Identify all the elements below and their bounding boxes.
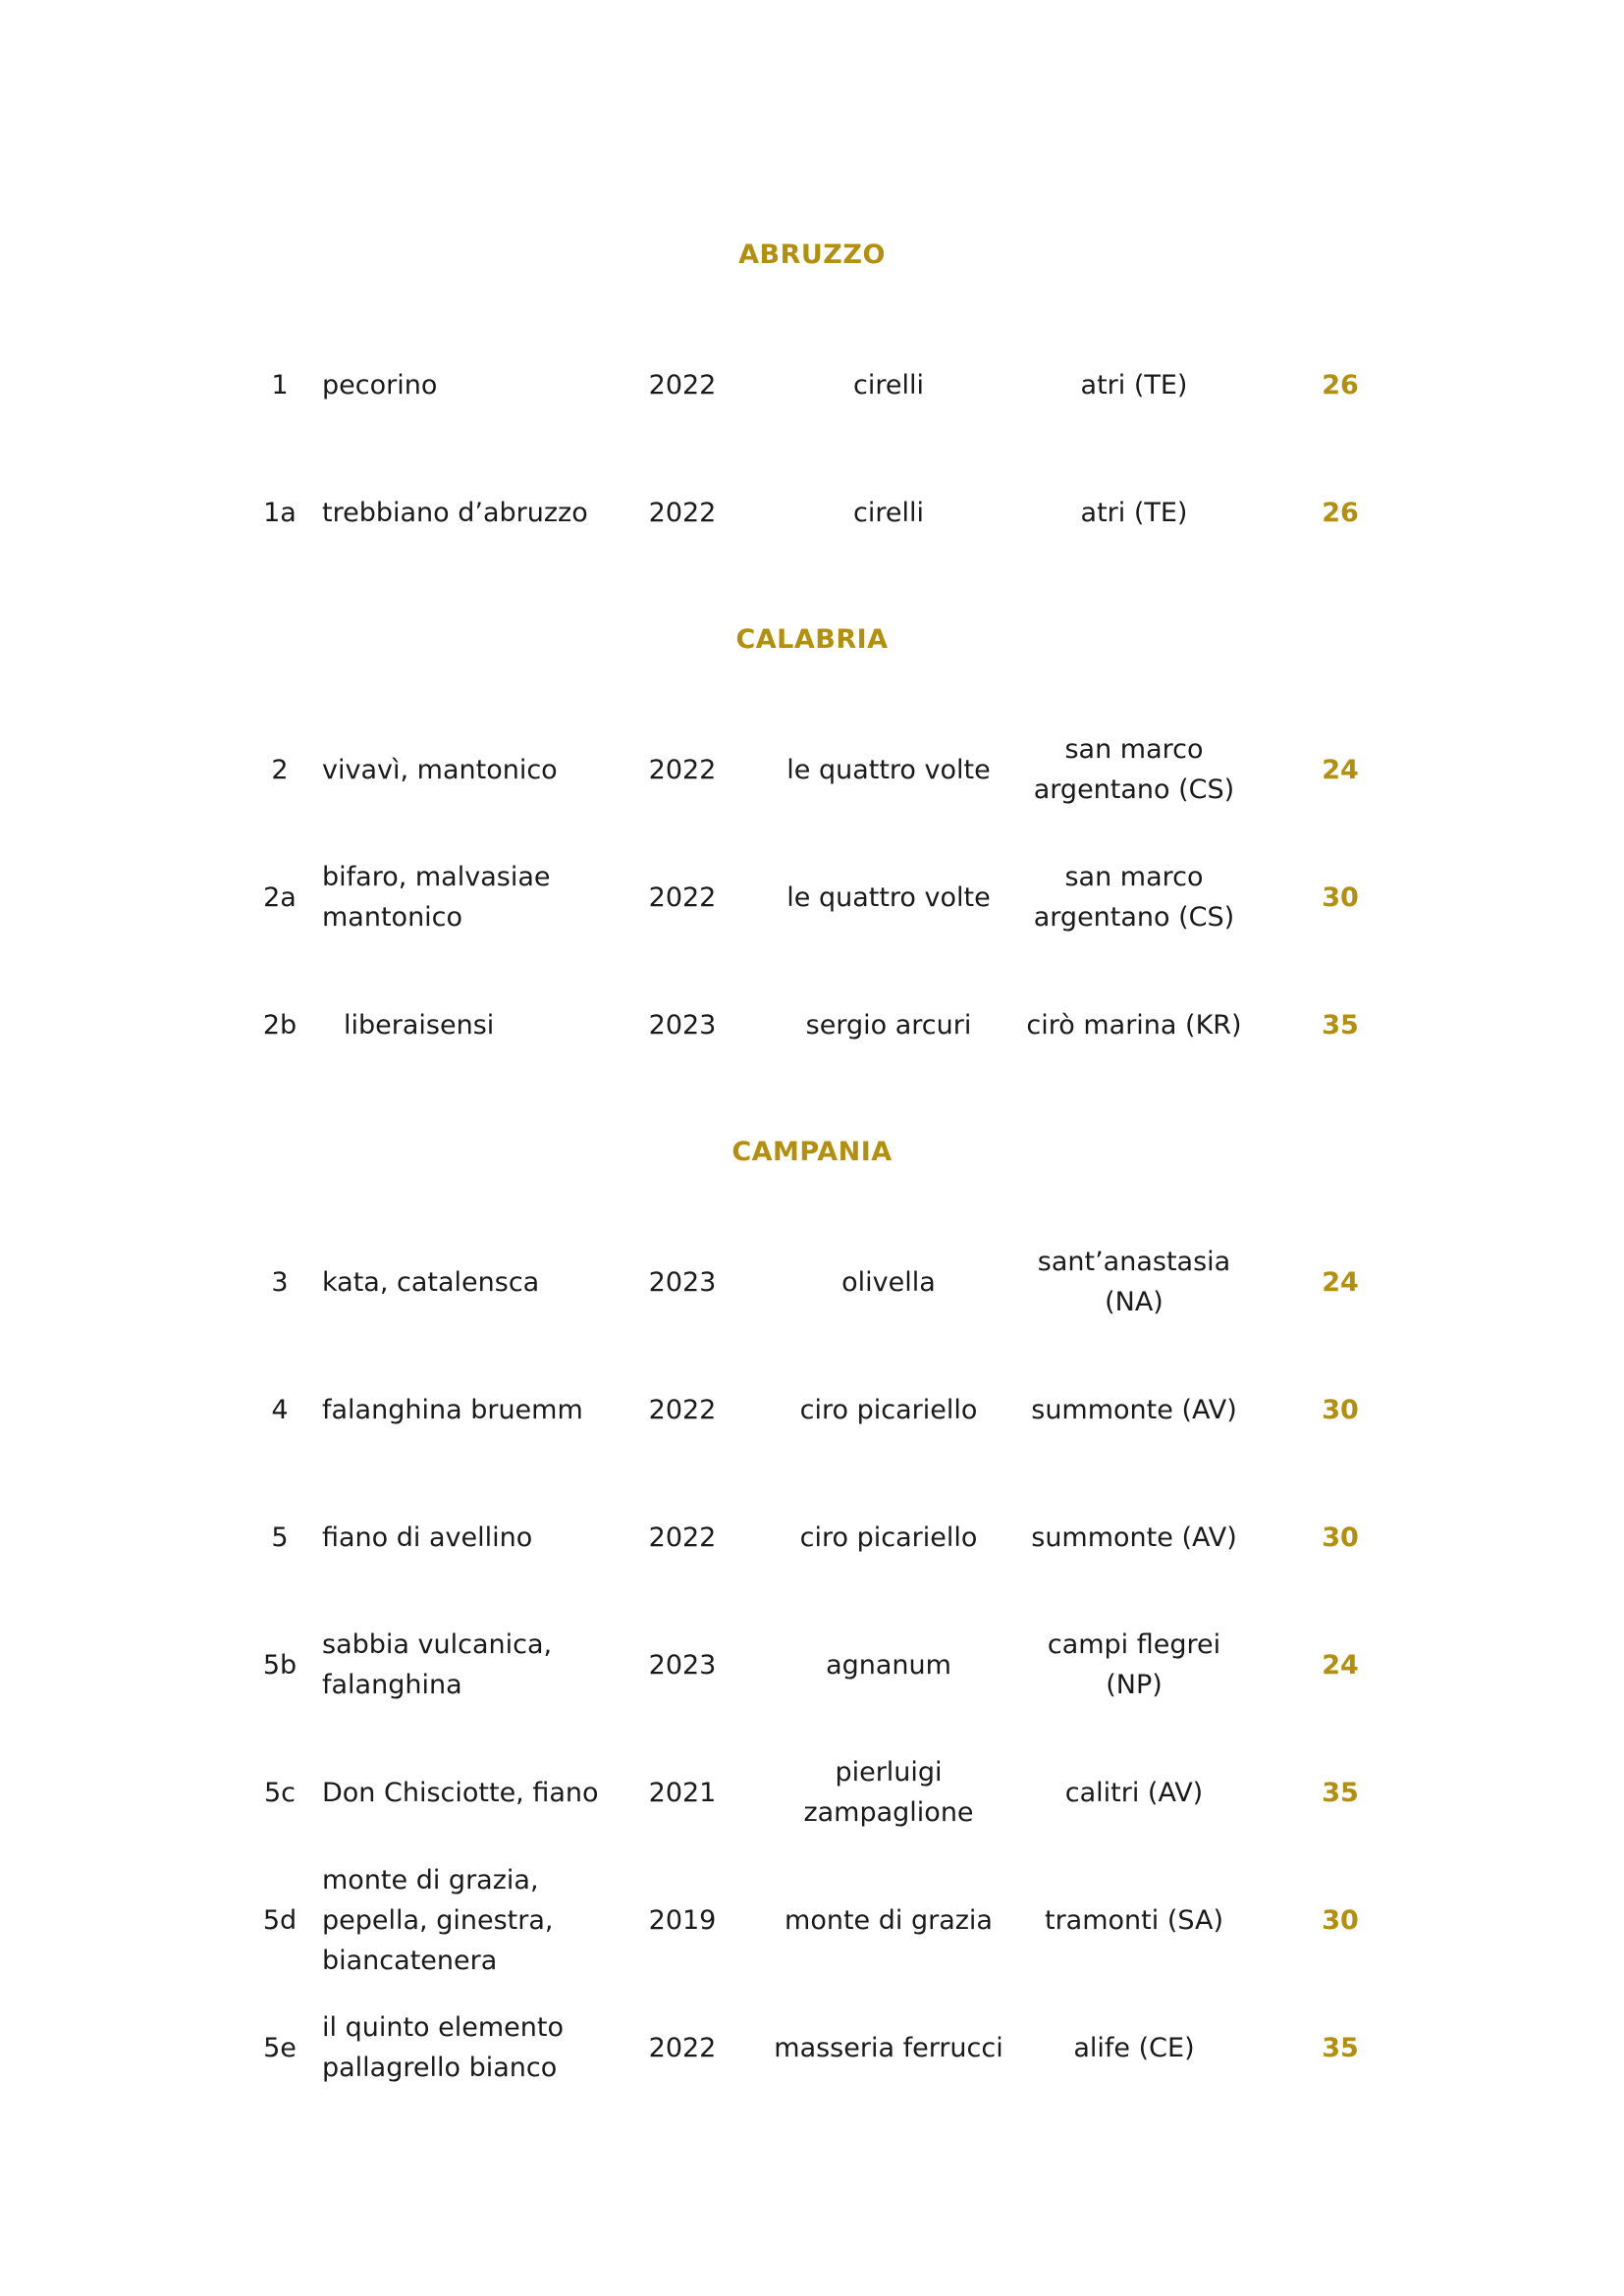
wine-number: 2a bbox=[263, 881, 297, 913]
wine-vintage: 2022 bbox=[648, 497, 717, 528]
wine-number: 1a bbox=[263, 497, 297, 528]
wine-producer: le quattro volte bbox=[786, 881, 991, 913]
wine-number: 4 bbox=[271, 1394, 289, 1425]
wine-producer: monte di grazia bbox=[785, 1904, 993, 1936]
wine-number: 1 bbox=[271, 369, 289, 400]
wine-producer: olivella bbox=[841, 1266, 936, 1298]
wine-producer: le quattro volte bbox=[786, 754, 991, 785]
wine-name: il quinto elemento pallagrello bianco bbox=[322, 2012, 564, 2083]
wine-number: 5c bbox=[263, 1777, 297, 1808]
wine-price: 24 bbox=[1322, 754, 1359, 785]
wine-location: atri (TE) bbox=[1080, 497, 1188, 528]
wine-vintage: 2022 bbox=[648, 1394, 717, 1425]
wine-producer: pierluigi zampaglione bbox=[803, 1757, 974, 1828]
wine-location: alife (CE) bbox=[1073, 2032, 1195, 2063]
wine-location: cirò marina (KR) bbox=[1026, 1009, 1242, 1041]
wine-price: 30 bbox=[1322, 1394, 1359, 1425]
wine-number: 5d bbox=[262, 1904, 298, 1936]
wine-location: sant’anastasia (NA) bbox=[1037, 1247, 1231, 1317]
wine-number: 5 bbox=[271, 1522, 289, 1553]
wine-number: 3 bbox=[271, 1266, 289, 1298]
wine-price: 30 bbox=[1322, 1904, 1359, 1936]
section-heading-calabria: CALABRIA bbox=[735, 624, 889, 655]
wine-producer: ciro picariello bbox=[799, 1522, 978, 1553]
wine-name: pecorino bbox=[322, 369, 438, 400]
wine-name: monte di grazia, pepella, ginestra, biancatenera bbox=[322, 1864, 554, 1976]
wine-location: tramonti (SA) bbox=[1044, 1904, 1223, 1936]
wine-location: san marco argentano (CS) bbox=[1033, 862, 1235, 933]
wine-number: 2b bbox=[262, 1009, 298, 1041]
wine-location: summonte (AV) bbox=[1031, 1394, 1237, 1425]
wine-location: san marco argentano (CS) bbox=[1033, 734, 1235, 805]
wine-location: campi flegrei (NP) bbox=[1047, 1629, 1221, 1700]
wine-producer: sergio arcuri bbox=[805, 1009, 972, 1041]
wine-name: fiano di avellino bbox=[322, 1522, 533, 1553]
wine-price: 30 bbox=[1322, 1522, 1359, 1553]
wine-vintage: 2022 bbox=[648, 2032, 717, 2063]
wine-location: atri (TE) bbox=[1080, 369, 1188, 400]
wine-location: calitri (AV) bbox=[1064, 1777, 1204, 1808]
wine-price: 35 bbox=[1322, 1009, 1359, 1041]
wine-price: 24 bbox=[1322, 1649, 1359, 1681]
wine-price: 35 bbox=[1322, 2032, 1359, 2063]
wine-price: 30 bbox=[1322, 881, 1359, 913]
wine-number: 5b bbox=[262, 1649, 298, 1681]
wine-name: trebbiano d’abruzzo bbox=[322, 497, 588, 528]
wine-name: liberaisensi bbox=[344, 1009, 495, 1041]
wine-vintage: 2022 bbox=[648, 369, 717, 400]
wine-vintage: 2023 bbox=[648, 1649, 717, 1681]
wine-producer: ciro picariello bbox=[799, 1394, 978, 1425]
wine-vintage: 2019 bbox=[648, 1904, 717, 1936]
wine-name: sabbia vulcanica, falanghina bbox=[322, 1629, 553, 1700]
wine-price: 26 bbox=[1322, 497, 1359, 528]
wine-producer: agnanum bbox=[826, 1649, 951, 1681]
wine-producer: cirelli bbox=[853, 369, 924, 400]
wine-price: 26 bbox=[1322, 369, 1359, 400]
wine-vintage: 2022 bbox=[648, 1522, 717, 1553]
wine-price: 35 bbox=[1322, 1777, 1359, 1808]
wine-name: Don Chisciotte, fiano bbox=[322, 1777, 599, 1808]
wine-vintage: 2023 bbox=[648, 1009, 717, 1041]
wine-name: kata, catalensca bbox=[322, 1266, 540, 1298]
wine-vintage: 2022 bbox=[648, 881, 717, 913]
wine-price: 24 bbox=[1322, 1266, 1359, 1298]
wine-name: falanghina bruemm bbox=[322, 1394, 583, 1425]
section-heading-abruzzo: ABRUZZO bbox=[738, 240, 886, 270]
wine-number: 2 bbox=[271, 754, 289, 785]
wine-location: summonte (AV) bbox=[1031, 1522, 1237, 1553]
wine-producer: masseria ferrucci bbox=[774, 2032, 1003, 2063]
wine-number: 5e bbox=[263, 2032, 297, 2063]
wine-vintage: 2021 bbox=[648, 1777, 717, 1808]
wine-vintage: 2022 bbox=[648, 754, 717, 785]
wine-vintage: 2023 bbox=[648, 1266, 717, 1298]
section-heading-campania: CAMPANIA bbox=[731, 1137, 893, 1167]
wine-producer: cirelli bbox=[853, 497, 924, 528]
wine-name: bifaro, malvasiae mantonico bbox=[322, 862, 551, 933]
wine-name: vivavì, mantonico bbox=[322, 754, 558, 785]
